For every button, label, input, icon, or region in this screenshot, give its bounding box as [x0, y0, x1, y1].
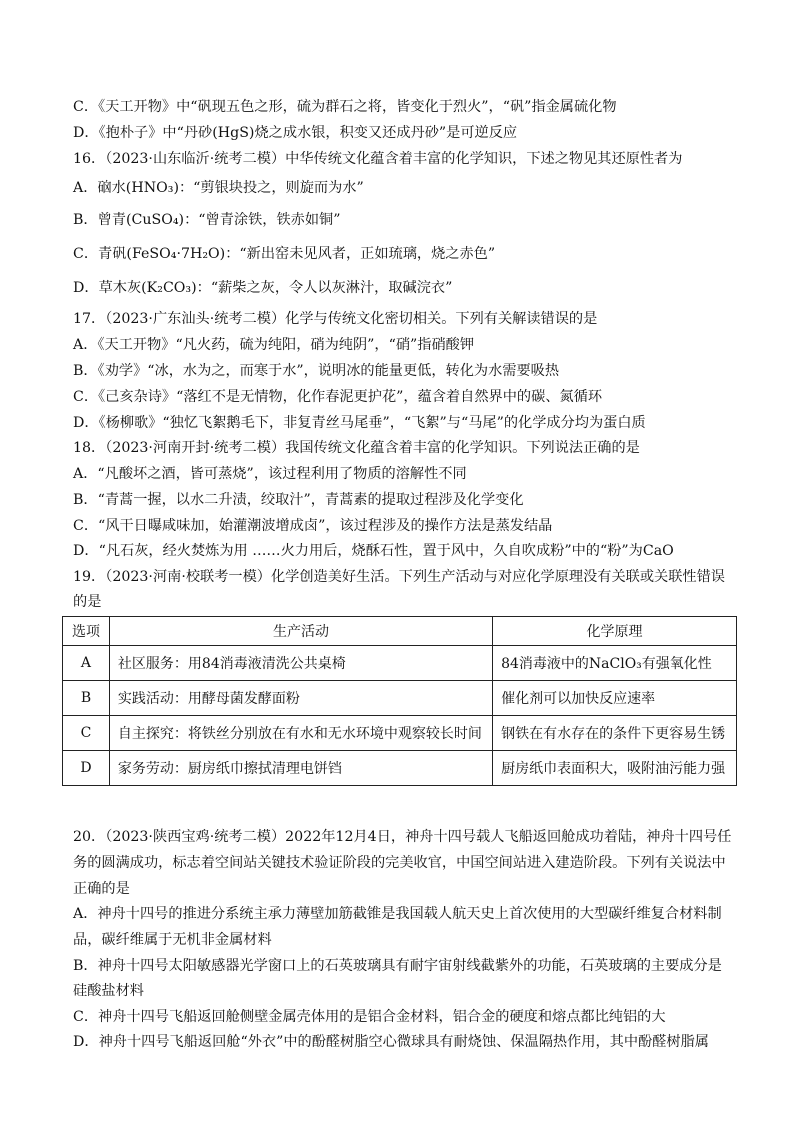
row-activity: 自主探究：将铁丝分别放在有水和无水环境中观察较长时间 — [109, 716, 492, 751]
q19-stem-cont: 的是 — [73, 594, 102, 610]
q16-option-b: B．曾青(CuSO₄)：“曾青涂铁，铁赤如铜” — [73, 212, 341, 228]
q20-stem-line2: 务的圆满成功，标志着空间站关键技术验证阶段的完美收官，中国空间站进入建造阶段。下列有关说法中 — [73, 855, 726, 871]
q15-option-d: D．《抱朴子》中“丹砂(HgS)烧之成水银，积变又还成丹砂”是可逆反应 — [73, 125, 518, 141]
row-principle: 催化剂可以加快反应速率 — [493, 681, 737, 716]
q18-option-c: C．“风干日曝咸味加，始灌潮波增成卤”，该过程涉及的操作方法是蒸发结晶 — [73, 518, 553, 534]
q17-stem: 17．（2023·广东汕头·统考二模）化学与传统文化密切相关。下列有关解读错误的是 — [73, 311, 598, 327]
row-principle: 84消毒液中的NaClO₃有强氧化性 — [493, 646, 737, 681]
row-activity: 社区服务：用84消毒液清洗公共桌椅 — [109, 646, 492, 681]
q17-option-b: B．《劝学》“冰，水为之，而寒于水”，说明冰的能量更低，转化为水需要吸热 — [73, 363, 560, 379]
row-option: D — [63, 751, 110, 786]
q20-option-a: A．神舟十四号的推进分系统主承力薄壁加筋截锥是我国载人航天史上首次使用的大型碳纤维复合材料制 — [73, 906, 722, 922]
q20-option-d: D．神舟十四号飞船返回舱“外衣”中的酚醛树脂空心微球具有耐烧蚀、保温隔热作用，其中酚醛树脂属 — [73, 1034, 709, 1050]
q18-option-b: B．“青蒿一握，以水二升渍，绞取汁”，青蒿素的提取过程涉及化学变化 — [73, 492, 524, 508]
q16-stem: 16．（2023·山东临沂·统考二模）中华传统文化蕴含着丰富的化学知识，下述之物见其还原性者为 — [73, 151, 683, 167]
q16-option-a: A．硇水(HNO₃)：“剪银块投之，则旋而为水” — [73, 180, 364, 196]
q16-option-c: C．青矾(FeSO₄·7H₂O)：“新出窑未见风者，正如琉璃，烧之赤色” — [73, 246, 496, 262]
table-row — [63, 751, 737, 786]
table-row — [63, 646, 737, 681]
q17-option-c: C．《己亥杂诗》“落红不是无情物，化作春泥更护花”，蕴含着自然界中的碳、氮循环 — [73, 389, 603, 405]
q18-option-d: D．“凡石灰，经火焚炼为用 ……火力用后，烧酥石性，置于风中，久自吹成粉”中的“粉”为CaO — [73, 543, 674, 559]
header-option: 选项 — [63, 617, 110, 646]
q19-table — [62, 616, 737, 786]
q20-option-c: C．神舟十四号飞船返回舱侧壁金属壳体用的是铝合金材料，铝合金的硬度和熔点都比纯铝的大 — [73, 1009, 666, 1025]
q17-option-d: D．《杨柳歌》“独忆飞絮鹅毛下，非复青丝马尾垂”，“飞絮”与“马尾”的化学成分均为蛋白质 — [73, 415, 646, 431]
q18-option-a: A．“凡酸坏之酒，皆可蒸烧”，该过程利用了物质的溶解性不同 — [73, 466, 467, 482]
q19-stem: 19．（2023·河南·校联考一模）化学创造美好生活。下列生产活动与对应化学原理没有关联或关联性错误 — [73, 569, 725, 585]
q20-option-b-cont: 硅酸盐材料 — [73, 983, 144, 999]
q16-option-d: D．草木灰(K₂CO₃)：“薪柴之灰，令人以灰淋汁，取碱浣衣” — [73, 280, 453, 296]
table-row — [63, 681, 737, 716]
header-activity: 生产活动 — [109, 617, 492, 646]
row-principle: 钢铁在有水存在的条件下更容易生锈 — [493, 716, 737, 751]
q20-option-a-cont: 品，碳纤维属于无机非金属材料 — [73, 932, 272, 948]
q20-option-b: B．神舟十四号太阳敏感器光学窗口上的石英玻璃具有耐宇宙射线截紫外的功能，石英玻璃的主要成分是 — [73, 958, 722, 974]
q18-stem: 18．（2023·河南开封·统考二模）我国传统文化蕴含着丰富的化学知识。下列说法正确的是 — [73, 440, 640, 456]
q15-option-c: C．《天工开物》中“矾现五色之形，硫为群石之将，皆变化于烈火”，“矾”指金属硫化物 — [73, 99, 617, 115]
header-principle: 化学原理 — [493, 617, 737, 646]
row-activity: 实践活动：用酵母菌发酵面粉 — [109, 681, 492, 716]
row-option: C — [63, 716, 110, 751]
table-header-row — [63, 617, 737, 646]
q20-stem-line3: 正确的是 — [73, 881, 130, 897]
q20-stem: 20．（2023·陕西宝鸡·统考二模）2022年12月4日，神舟十四号载人飞船返回舱成功着陆，神舟十四号任 — [73, 829, 732, 845]
q17-option-a: A．《天工开物》“凡火药，硫为纯阳，硝为纯阴”，“硝”指硝酸钾 — [73, 337, 475, 353]
row-principle: 厨房纸巾表面积大，吸附油污能力强 — [493, 751, 737, 786]
table-row — [63, 716, 737, 751]
row-option: A — [63, 646, 110, 681]
row-activity: 家务劳动：厨房纸巾擦拭清理电饼铛 — [109, 751, 492, 786]
row-option: B — [63, 681, 110, 716]
